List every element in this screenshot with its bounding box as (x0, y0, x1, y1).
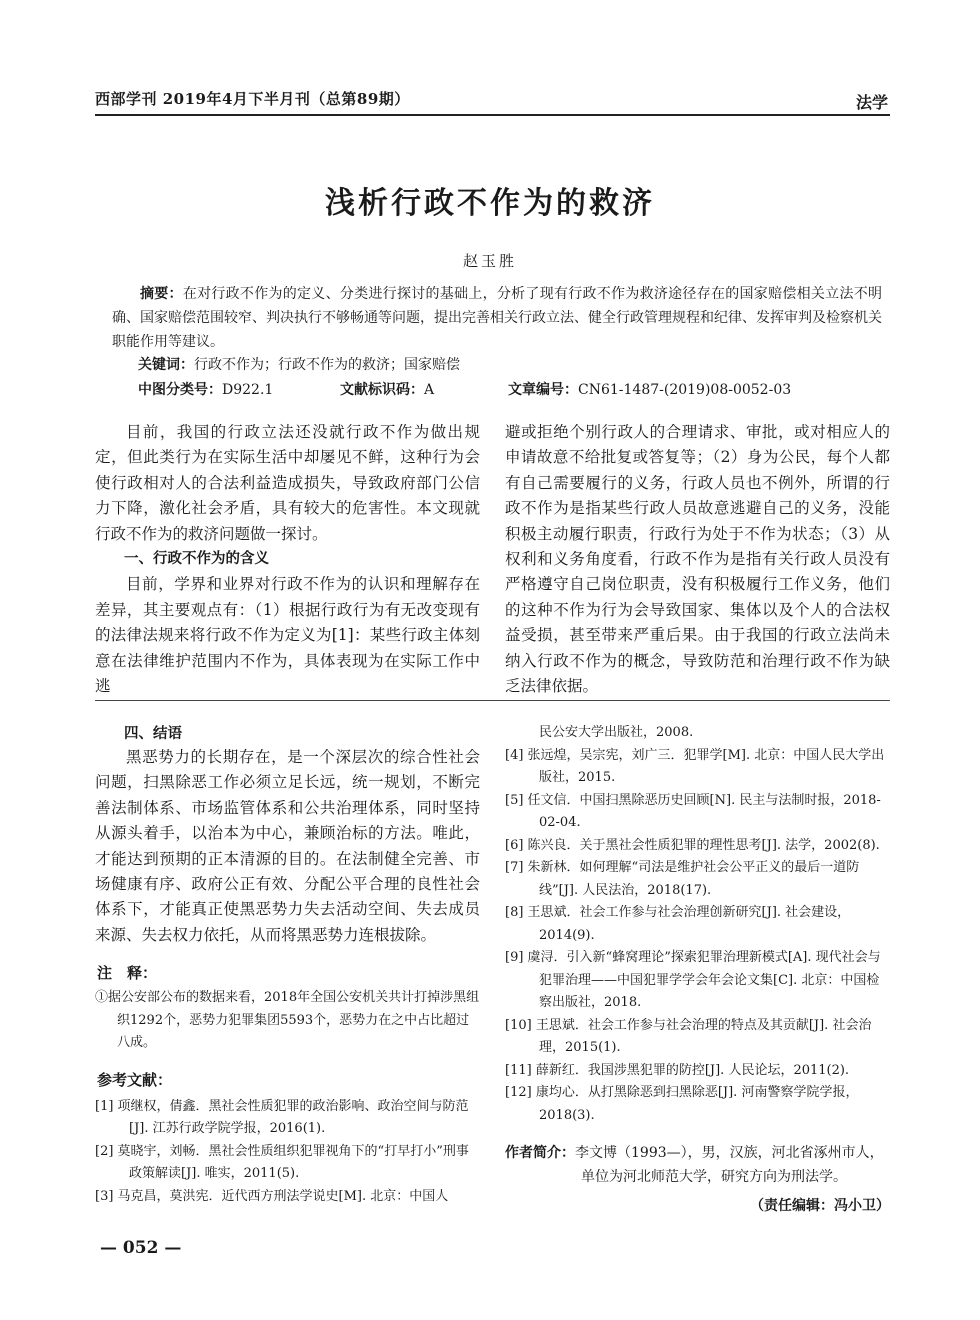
lower-left-column (95, 722, 480, 1208)
definition-continued: 避或拒绝个别行政人的合理请求、审批，或对相应人的申请故意不给批复或答复等；（2）身为公民，每个人都有自己需要履行的义务，行政人员也不例外，所谓的行政不作为是指某些行政人员故意逃避自己的义务，没能积极主动履行职责，行政行为处于不作为状态；（3）从权利和义务角度看，行政不作为是指有关行政人员没有严格遵守自己岗位职责，没有积极履行工作义务，他们的这种不作为行为会导致国家、集体以及个人的合法权益受损，甚至带来严重后果。由于我国的行政立法尚未纳入行政不作为的概念，导致防范和治理行政不作为缺乏法律依据。 (505, 423, 890, 696)
keywords-text: 行政不作为；行政不作为的救济；国家赔偿 (194, 357, 460, 373)
document-code: 文献标识码：A (340, 382, 435, 398)
definition-paragraph: 目前，学界和业界对行政不作为的认识和理解存在差异，其主要观点有：（1）根据行政行为有无改变现有的法律法规来将行政不作为定义为[1]：某些行政主体刻意在法律维护范围内不作为，具体表现为在实际工作中逃 (95, 575, 480, 696)
reference-item: [6] 陈兴良．关于黑社会性质犯罪的理性思考[J]. 法学，2002(8). (505, 837, 880, 853)
reference-item: [10] 王思斌．社会工作参与社会治理的特点及其贡献[J]. 社会治理，2015(1). (505, 1017, 872, 1055)
reference-item: [3] 马克昌，莫洪宪．近代西方刑法学说史[M]. 北京：中国人 (95, 1188, 449, 1204)
article-title: 浅析行政不作为的救济 (325, 186, 655, 221)
reference-item: [1] 项继权，倩鑫．黑社会性质犯罪的政治影响、政治空间与防范[J]. 江苏行政学院学报，2016(1). (95, 1098, 469, 1137)
journal-name: 西部学刊 (95, 90, 158, 108)
reference-item: [2] 莫晓宇，刘畅．黑社会性质组织犯罪视角下的“打早打小”刑事政策解读[J]. 唯实，2011(5). (95, 1143, 469, 1182)
article-author: 赵玉胜 (462, 252, 517, 270)
author-bio-label: 作者简介： (505, 1145, 575, 1161)
conclusion-heading: 四、结语 (124, 726, 182, 742)
abstract-label: 摘要： (140, 286, 183, 302)
reference-item: [11] 薛新红．我国涉黑犯罪的防控[J]. 人民论坛，2011(2). (505, 1062, 850, 1078)
references-heading: 参考文献： (97, 1070, 173, 1089)
reference-item: [7] 朱新林．如何理解“司法是维护社会公平正义的最后一道防线”[J]. 人民法治，2018(17). (505, 860, 860, 898)
intro-paragraph: 目前，我国的行政立法还没就行政不作为做出规定，但此类行为在实际生活中却屡见不鲜，这种行为会使行政相对人的合法利益造成损失，导致政府部门公信力下降，激化社会矛盾，具有较大的危害性。本文现就行政不作为的救济问题做一探讨。 (95, 423, 480, 543)
page-number: — 052 — (100, 1238, 182, 1258)
upper-left-column (95, 420, 480, 699)
conclusion-paragraph: 黑恶势力的长期存在，是一个深层次的综合性社会问题，扫黑除恶工作必须立足长远，统一规划，不断完善法制体系、市场监管体系和公共治理体系，同时坚持从源头着手，以治本为中心，兼顾治标的方法。唯此，才能达到预期的正本清源的目的。在法制健全完善、市场健康有序、政府公正有效、分配公平合理的良性社会体系下，才能真正使黑恶势力失去活动空间、失去成员来源、失去权力依托，从而将黑恶势力连根拔除。 (95, 748, 480, 944)
lower-right-column (505, 722, 890, 1215)
author-bio (505, 1141, 890, 1189)
section-label: 法学 (855, 93, 888, 112)
section-divider (95, 700, 890, 701)
editor-credit: （责任编辑：冯小卫） (750, 1198, 890, 1214)
keywords-label: 关键词： (138, 357, 194, 373)
section-heading-1: 一、行政不作为的含义 (124, 551, 269, 568)
notes-heading: 注 释： (97, 964, 158, 983)
clc-number: 中图分类号：D922.1 (138, 382, 274, 398)
note-1: ①据公安部公布的数据来看，2018年全国公安机关共计打掉涉黑组织1292个，恶势力犯罪集团5593个，恶势力在之中占比超过八成。 (95, 990, 480, 1051)
article-number: 文章编号：CN61-1487-(2019)08-0052-03 (508, 382, 792, 398)
keywords (138, 354, 460, 374)
upper-right-column (505, 420, 890, 699)
reference-list-left (95, 1096, 480, 1209)
reference-continued: 民公安大学出版社，2008. (539, 725, 694, 740)
reference-item: [8] 王思斌．社会工作参与社会治理创新研究[J]. 社会建设，2014(9). (505, 905, 851, 943)
running-header-left (95, 88, 410, 109)
reference-item: [4] 张远煌，吴宗宪，刘广三．犯罪学[M]. 北京：中国人民大学出版社，2015. (505, 747, 885, 785)
reference-item: [9] 虞浔．引入新“蜂窝理论”探索犯罪治理新模式[A]. 现代社会与犯罪治理——中国犯罪学学会年会论文集[C]. 北京：中国检察出版社，2018. (505, 950, 881, 1010)
abstract (112, 282, 882, 354)
abstract-text: 在对行政不作为的定义、分类进行探讨的基础上，分析了现有行政不作为救济途径存在的国家赔偿相关立法不明确、国家赔偿范围较窄、判决执行不够畅通等问题，提出完善相关行政立法、健全行政管理规程和纪律、发挥审判及检察机关职能作用等建议。 (112, 286, 883, 350)
reference-item: [12] 康均心．从打黑除恶到扫黑除恶[J]. 河南警察学院学报，2018(3). (505, 1085, 859, 1123)
issue-info: 2019年4月下半月刊（总第89期） (162, 90, 410, 108)
header-rule (95, 114, 890, 116)
reference-list-right (505, 722, 890, 1127)
author-bio-text: 李文博（1993—），男，汉族，河北省涿州市人，单位为河北师范大学，研究方向为刑法学。 (575, 1145, 884, 1185)
reference-item: [5] 任文信．中国扫黑除恶历史回顾[N]. 民主与法制时报，2018-02-04. (505, 792, 881, 830)
